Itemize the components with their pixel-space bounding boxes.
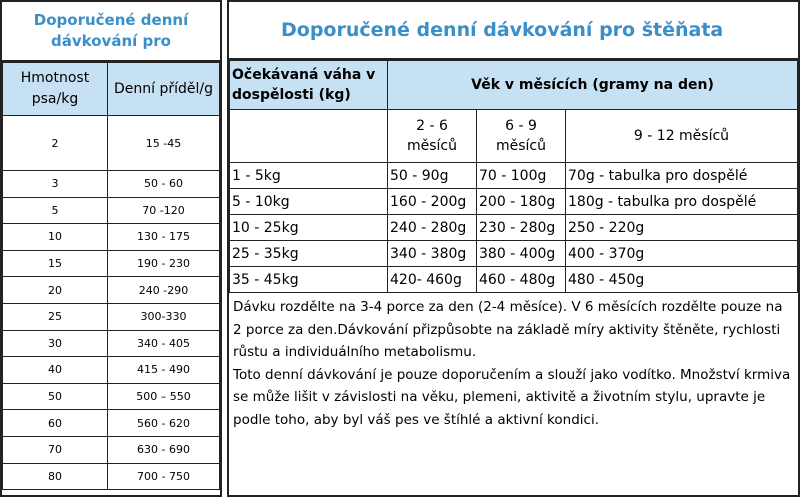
grams-2-6-cell: 50 - 90g	[388, 163, 477, 189]
table-row	[3, 197, 220, 224]
weight-cell: 25	[3, 303, 108, 330]
grams-2-6-cell: 160 - 200g	[388, 189, 477, 215]
grams-9-12-cell: 400 - 370g	[566, 241, 798, 267]
weight-cell: 3	[3, 171, 108, 198]
table-row	[3, 330, 220, 357]
empty-header-cell	[230, 110, 388, 163]
adult-title-line2: dávkování pro	[51, 32, 171, 50]
weight-cell: 2	[3, 116, 108, 171]
puppy-feeding-title: Doporučené denní dávkování pro štěňata	[229, 2, 798, 60]
note-disclaimer: Toto denní dávkování je pouze doporučením a slouží jako vodítko. Množství krmiva se může lišit v závislosti na věku, plemeni, aktivitě a životním stylu, upravte je podle toho, aby byl váš pes ve štíhlé a aktivní kondici.	[233, 366, 791, 428]
table-row	[3, 463, 220, 490]
grams-9-12-cell: 250 - 220g	[566, 215, 798, 241]
table-row	[3, 383, 220, 410]
puppy-feeding-panel	[227, 0, 800, 497]
table-row	[230, 215, 798, 241]
table-row	[230, 163, 798, 189]
portion-cell: 50 - 60	[108, 171, 220, 198]
grams-9-12-cell: 70g - tabulka pro dospělé	[566, 163, 798, 189]
weight-cell: 80	[3, 463, 108, 490]
adult-weight-cell: 5 - 10kg	[230, 189, 388, 215]
portion-cell: 700 - 750	[108, 463, 220, 490]
portion-cell: 15 -45	[108, 116, 220, 171]
portion-cell: 300-330	[108, 303, 220, 330]
grams-6-9-cell: 460 - 480g	[477, 267, 566, 293]
portion-cell: 130 - 175	[108, 224, 220, 251]
table-row	[3, 116, 220, 171]
portion-column-header: Denní příděl/g	[108, 63, 220, 116]
age-range-6-9: 6 - 9 měsíců	[477, 110, 566, 163]
table-row	[3, 171, 220, 198]
portion-cell: 190 - 230	[108, 250, 220, 277]
grams-2-6-cell: 420- 460g	[388, 267, 477, 293]
table-row	[230, 267, 798, 293]
adult-title-line1: Doporučené denní	[33, 11, 189, 29]
grams-2-6-cell: 240 - 280g	[388, 215, 477, 241]
puppy-feeding-table	[229, 60, 798, 293]
weight-cell: 20	[3, 277, 108, 304]
adult-feeding-table	[2, 62, 220, 490]
grams-6-9-cell: 230 - 280g	[477, 215, 566, 241]
portion-cell: 340 - 405	[108, 330, 220, 357]
age-range-2-6: 2 - 6 měsíců	[388, 110, 477, 163]
portion-cell: 70 -120	[108, 197, 220, 224]
grams-9-12-cell: 480 - 450g	[566, 267, 798, 293]
weight-cell: 15	[3, 250, 108, 277]
table-row	[3, 250, 220, 277]
weight-cell: 40	[3, 357, 108, 384]
expected-weight-header: Očekávaná váha v dospělosti (kg)	[230, 61, 388, 110]
weight-cell: 30	[3, 330, 108, 357]
adult-weight-cell: 10 - 25kg	[230, 215, 388, 241]
weight-cell: 60	[3, 410, 108, 437]
weight-column-header: Hmotnost psa/kg	[3, 63, 108, 116]
adult-weight-cell: 1 - 5kg	[230, 163, 388, 189]
adult-weight-cell: 35 - 45kg	[230, 267, 388, 293]
grams-9-12-cell: 180g - tabulka pro dospělé	[566, 189, 798, 215]
portion-cell: 500 – 550	[108, 383, 220, 410]
weight-cell: 50	[3, 383, 108, 410]
table-row	[3, 277, 220, 304]
grams-6-9-cell: 200 - 180g	[477, 189, 566, 215]
weight-cell: 70	[3, 436, 108, 463]
grams-6-9-cell: 70 - 100g	[477, 163, 566, 189]
weight-cell: 10	[3, 224, 108, 251]
portion-cell: 630 - 690	[108, 436, 220, 463]
portion-cell: 560 - 620	[108, 410, 220, 437]
grams-2-6-cell: 340 - 380g	[388, 241, 477, 267]
portion-cell: 415 - 490	[108, 357, 220, 384]
table-row	[3, 224, 220, 251]
portion-cell: 240 -290	[108, 277, 220, 304]
adult-feeding-panel	[0, 0, 222, 497]
table-row	[3, 410, 220, 437]
table-row	[230, 189, 798, 215]
weight-cell: 5	[3, 197, 108, 224]
table-row	[230, 241, 798, 267]
feeding-notes	[229, 293, 798, 434]
table-row	[3, 303, 220, 330]
age-range-9-12: 9 - 12 měsíců	[566, 110, 798, 163]
table-row	[3, 357, 220, 384]
grams-6-9-cell: 380 - 400g	[477, 241, 566, 267]
adult-feeding-title	[2, 2, 220, 62]
age-months-header: Věk v měsících (gramy na den)	[388, 61, 798, 110]
note-portions: Dávku rozdělte na 3-4 porce za den (2-4 měsíce). V 6 měsících rozdělte pouze na 2 porce za den.Dávkování přizpůsobte na základě míry aktivity štěněte, rychlosti růstu a individuálního metabolismu.	[233, 299, 783, 360]
adult-weight-cell: 25 - 35kg	[230, 241, 388, 267]
table-row	[3, 436, 220, 463]
